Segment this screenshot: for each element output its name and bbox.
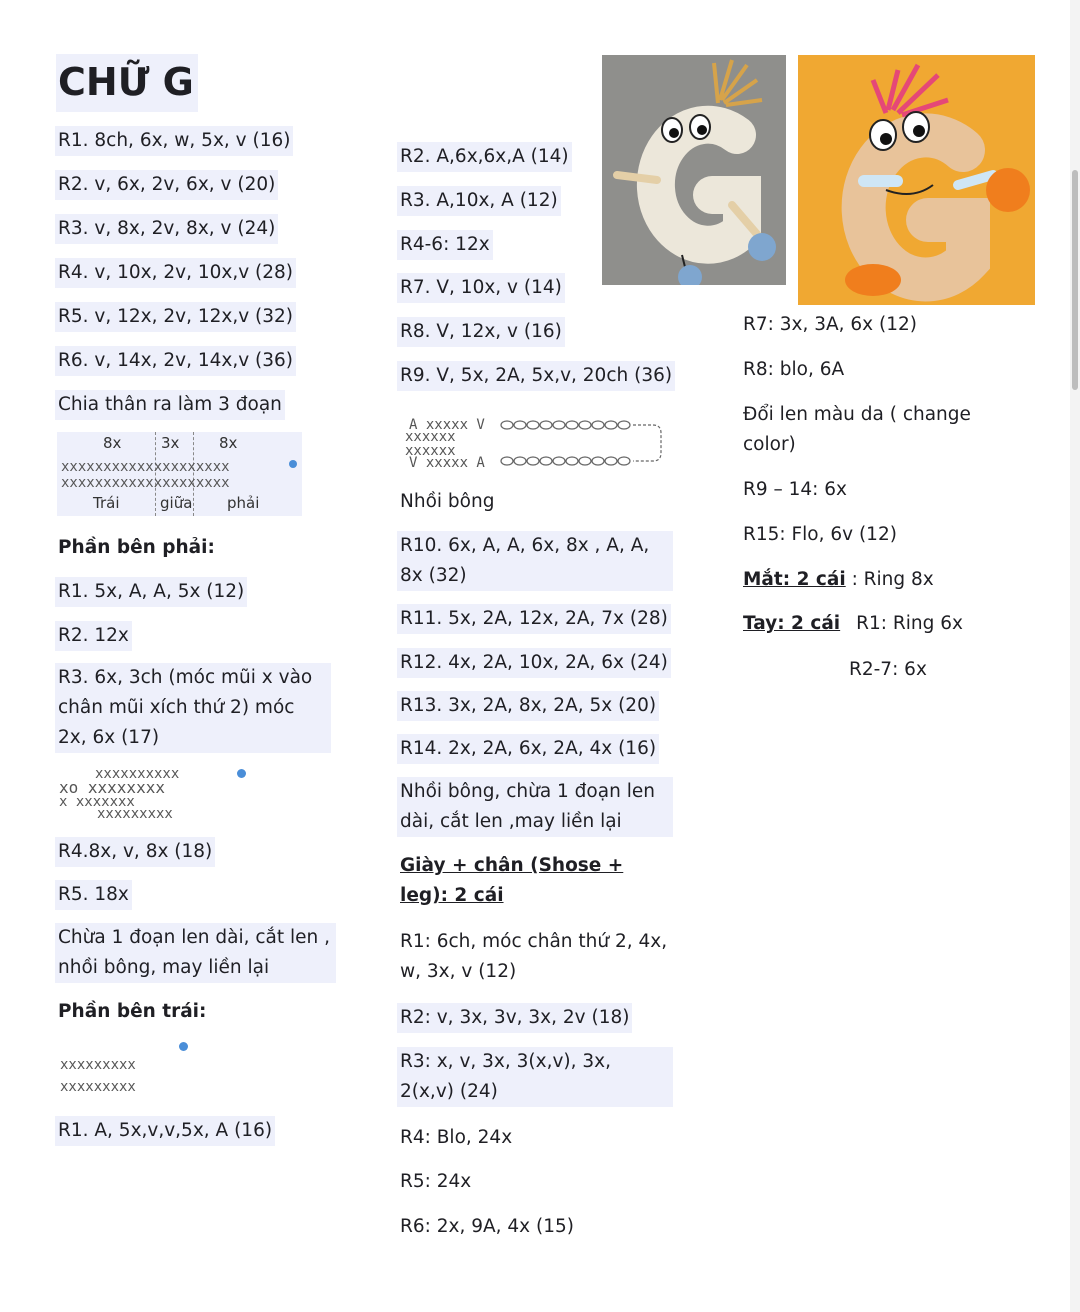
chain-loop-icon [405, 416, 665, 472]
start-dot-icon [237, 769, 246, 778]
col3-round-9-14: R9 – 14: 6x [743, 479, 848, 500]
close-note: Chừa 1 đoạn len dài, cắt len , nhồi bông, may liền lại [55, 923, 336, 983]
color-change-note: Đổi len màu da ( change color) [743, 404, 971, 455]
stitch-diagram-right-part [57, 765, 247, 821]
arms-round-1: R1: Ring 6x [856, 613, 963, 634]
right-round-4: R4.8x, v, 8x (18) [55, 837, 215, 867]
diagram-label-middle: giữa [160, 494, 193, 512]
stuff-note: Nhồi bông [400, 491, 495, 512]
scrollbar[interactable] [1070, 0, 1080, 1312]
start-dot-icon [289, 460, 297, 468]
diagram2-row-1: xxxxxxxxxx [95, 766, 180, 782]
stitch-diagram-base [405, 416, 665, 472]
shoe-round-6: R6: 2x, 9A, 4x (15) [400, 1216, 574, 1237]
col1-round-3: R3. v, 8x, 2v, 8x, v (24) [55, 214, 278, 244]
crochet-g-orange-illustration [798, 55, 1035, 305]
diagram4-row-4: V xxxxx A [409, 455, 485, 471]
arms-round-2-7: R2-7: 6x [849, 659, 927, 680]
diagram3-row-2: xxxxxxxxx [60, 1079, 136, 1095]
col2-round-11: R11. 5x, 2A, 12x, 2A, 7x (28) [397, 604, 671, 634]
diagram4-row-1: A xxxxx V [409, 417, 485, 433]
crochet-g-white-illustration [602, 55, 786, 285]
col2-round-7: R7. V, 10x, v (14) [397, 273, 565, 303]
shoe-round-1: R1: 6ch, móc chân thứ 2, 4x, w, 3x, v (12) [400, 931, 668, 982]
col1-round-5: R5. v, 12x, 2v, 12x,v (32) [55, 302, 296, 332]
diagram-label-8x-right: 8x [219, 434, 238, 452]
col2-round-4-6: R4-6: 12x [397, 230, 493, 260]
stitch-diagram-split [57, 432, 302, 516]
right-round-5: R5. 18x [55, 880, 132, 910]
stuff-close-note: Nhồi bông, chừa 1 đoạn len dài, cắt len ,may liền lại [397, 777, 673, 837]
col2-round-12: R12. 4x, 2A, 10x, 2A, 6x (24) [397, 648, 671, 678]
photo-crochet-g-orange [798, 55, 1035, 305]
col3-round-8: R8: blo, 6A [743, 359, 845, 380]
col2-round-2: R2. A,6x,6x,A (14) [397, 142, 572, 172]
diagram3-row-1: xxxxxxxxx [60, 1057, 136, 1073]
eyes-text: : Ring 8x [845, 569, 934, 590]
scrollbar-thumb[interactable] [1072, 170, 1078, 390]
eyes-instruction [743, 565, 934, 595]
diagram-row-2: xxxxxxxxxxxxxxxxxxxx [61, 475, 230, 491]
diagram-label-8x-left: 8x [103, 434, 122, 452]
shoe-round-2: R2: v, 3x, 3v, 3x, 2v (18) [397, 1003, 632, 1033]
split-note: Chia thân ra làm 3 đoạn [55, 390, 285, 420]
stitch-diagram-left-part [60, 1040, 200, 1100]
col1-round-4: R4. v, 10x, 2v, 10x,v (28) [55, 258, 296, 288]
col1-round-1: R1. 8ch, 6x, w, 5x, v (16) [55, 126, 293, 156]
diagram-label-right: phải [227, 494, 260, 512]
shoe-round-3: R3: x, v, 3x, 3(x,v), 3x, 2(x,v) (24) [397, 1047, 673, 1107]
col1-round-2: R2. v, 6x, 2v, 6x, v (20) [55, 170, 278, 200]
diagram2-row-2: xo xxxxxxxx [59, 778, 165, 797]
col2-round-14: R14. 2x, 2A, 6x, 2A, 4x (16) [397, 734, 659, 764]
arms-instruction [743, 609, 963, 639]
page-title: CHỮ G [56, 54, 198, 112]
col2-round-9: R9. V, 5x, 2A, 5x,v, 20ch (36) [397, 361, 675, 391]
right-round-2: R2. 12x [55, 621, 132, 651]
col2-round-3: R3. A,10x, A (12) [397, 186, 561, 216]
start-dot-icon [179, 1042, 188, 1051]
diagram-row-1: xxxxxxxxxxxxxxxxxxxx [61, 459, 230, 475]
col2-round-8: R8. V, 12x, v (16) [397, 317, 565, 347]
col1-round-6: R6. v, 14x, 2v, 14x,v (36) [55, 346, 296, 376]
eyes-label: Mắt: 2 cái [743, 569, 846, 590]
photo-crochet-g-white [602, 55, 786, 285]
left-part-heading: Phần bên trái: [58, 1001, 207, 1022]
diagram2-row-3: x xxxxxxx [59, 794, 135, 810]
diagram-label-3x: 3x [161, 434, 180, 452]
arms-label: Tay: 2 cái [743, 613, 841, 634]
left-round-1: R1. A, 5x,v,v,5x, A (16) [55, 1116, 275, 1146]
shoe-round-5: R5: 24x [400, 1171, 472, 1192]
col2-round-10: R10. 6x, A, A, 6x, 8x , A, A, 8x (32) [397, 531, 673, 591]
col3-round-7: R7: 3x, 3A, 6x (12) [743, 314, 917, 335]
right-round-1: R1. 5x, A, A, 5x (12) [55, 577, 247, 607]
shoe-heading: Giày + chân (Shose + leg): 2 cái [400, 855, 624, 906]
diagram-label-left: Trái [93, 494, 120, 512]
col2-round-13: R13. 3x, 2A, 8x, 2A, 5x (20) [397, 691, 659, 721]
diagram2-row-4: xxxxxxxxx [97, 806, 173, 822]
col3-round-15: R15: Flo, 6v (12) [743, 524, 897, 545]
diagram4-row-3: xxxxxx [405, 443, 456, 459]
shoe-round-4: R4: Blo, 24x [400, 1127, 513, 1148]
right-part-heading: Phần bên phải: [58, 537, 215, 558]
right-round-3: R3. 6x, 3ch (móc mũi x vào chân mũi xích thứ 2) móc 2x, 6x (17) [55, 663, 331, 753]
diagram4-row-2: xxxxxx [405, 429, 456, 445]
